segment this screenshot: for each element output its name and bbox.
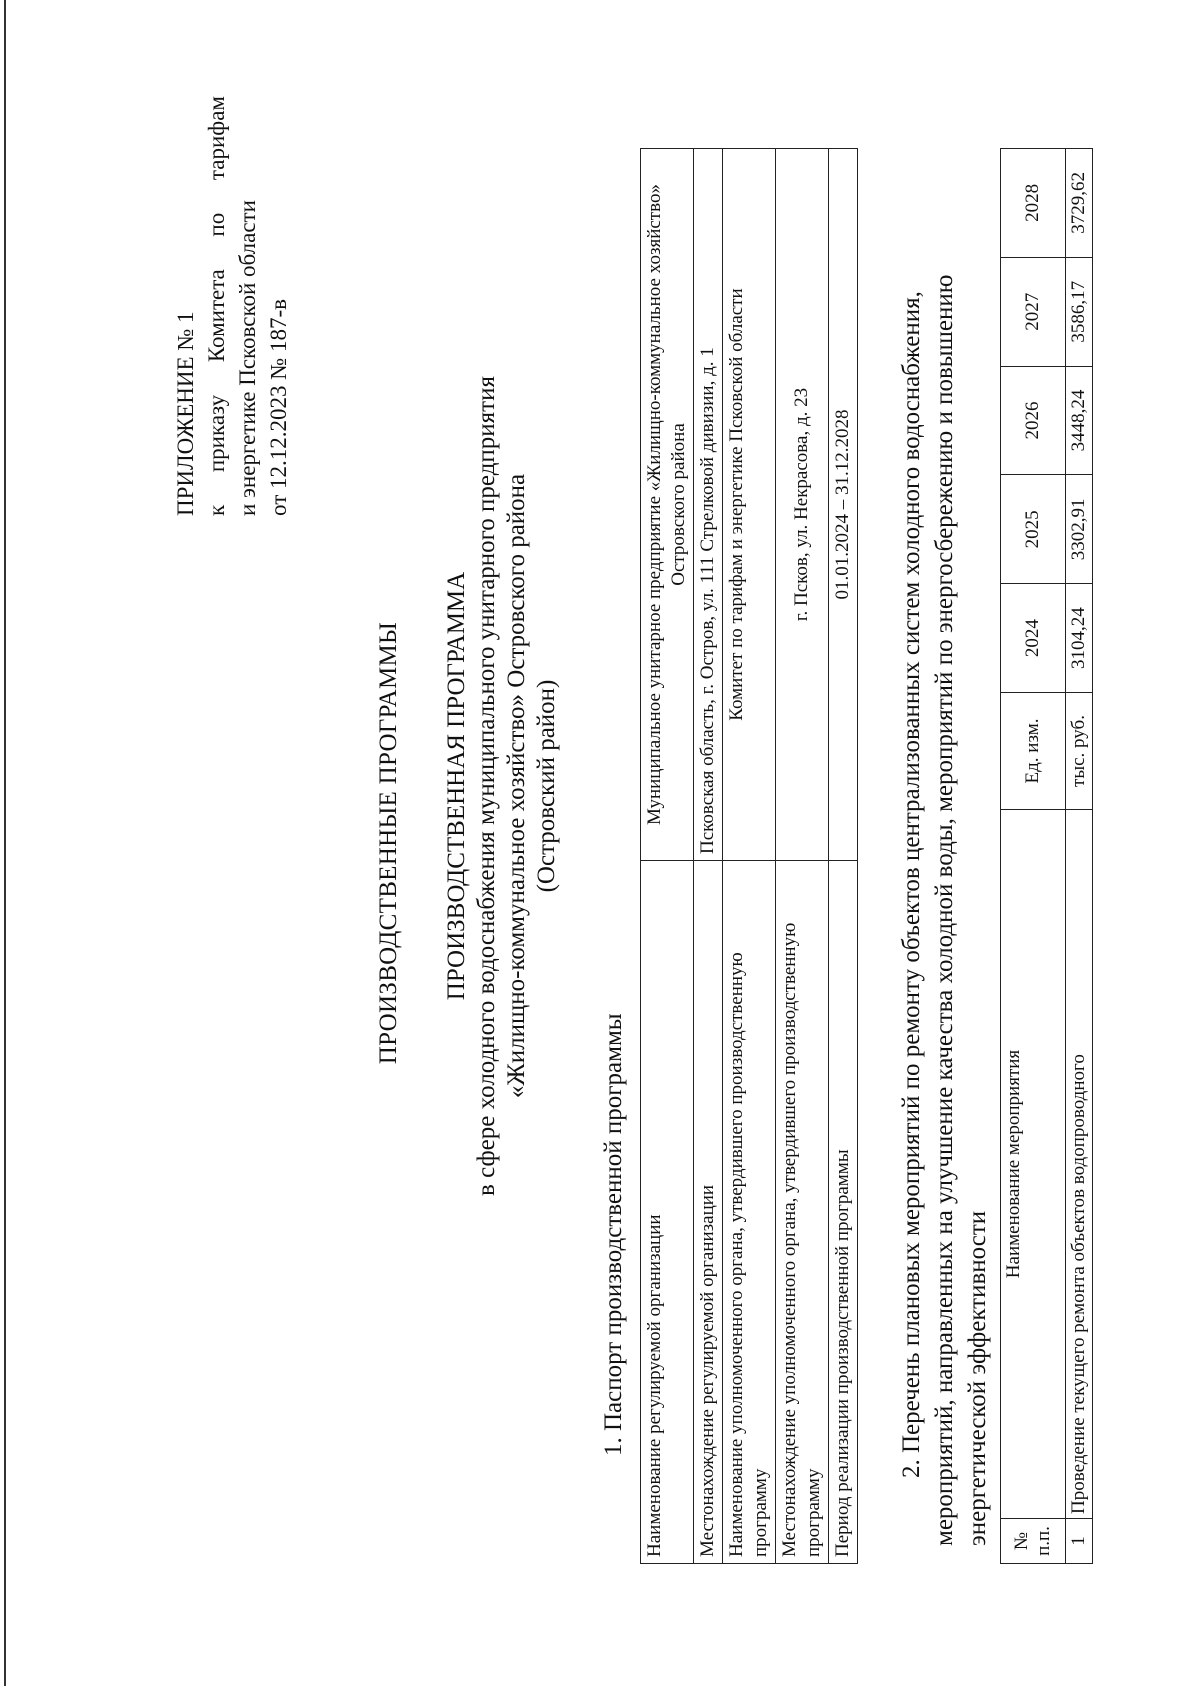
- table-header-row: [1001, 149, 1066, 1564]
- event-unit: тыс. руб.: [1066, 693, 1093, 810]
- program-title-block: [442, 136, 562, 1436]
- event-value: 3729,62: [1066, 149, 1093, 258]
- event-num: 1: [1066, 1519, 1093, 1564]
- event-value: 3104,24: [1066, 584, 1093, 693]
- column-header-year: 2027: [1001, 257, 1066, 366]
- program-subtitle-line: «Жилищно-коммунальное хозяйство» Островского района: [503, 473, 530, 1099]
- passport-label: Местонахождение уполномоченного органа, утвердившего производственную программу: [776, 861, 829, 1564]
- passport-value: Муниципальное унитарное предприятие «Жилищно-коммунальное хозяйство» Островского района: [641, 149, 694, 861]
- table-row: [776, 149, 829, 1564]
- section2-title-line: энергетической эффективности: [964, 1210, 991, 1546]
- appendix-word: тарифам: [204, 96, 229, 181]
- passport-value: Комитет по тарифам и энергетике Псковской области: [723, 149, 776, 861]
- section2-title-line: 2. Перечень плановых мероприятий по ремонту объектов централизованных систем холодного водоснабжения,: [898, 291, 925, 1478]
- passport-value: 01.01.2024 – 31.12.2028: [829, 149, 858, 861]
- column-header-unit: Ед. изм.: [1001, 693, 1066, 810]
- appendix-date-line: от 12.12.2023 № 187-в: [266, 299, 291, 516]
- passport-label: Местонахождение регулируемой организации: [694, 861, 723, 1564]
- table-row: [1066, 149, 1093, 1564]
- passport-value: Псковская область, г. Остров, ул. 111 Стрелковой дивизии, д. 1: [694, 149, 723, 861]
- column-header-name: Наименование мероприятия: [1001, 810, 1066, 1519]
- table-row: [641, 149, 694, 1564]
- section2-title-line: мероприятий, направленных на улучшение качества холодной воды, мероприятий по энергосбережению и повышению: [931, 274, 958, 1546]
- event-value: 3586,17: [1066, 257, 1093, 366]
- event-value: 3448,24: [1066, 366, 1093, 475]
- column-header-num: № п.п.: [1001, 1519, 1066, 1564]
- table-row: [723, 149, 776, 1564]
- program-subtitle-line: (Островский район): [533, 679, 560, 893]
- passport-table: [640, 148, 858, 1564]
- appendix-block: [170, 96, 294, 516]
- section2-title: [895, 106, 994, 1546]
- section1-title: 1. Паспорт производственной программы: [600, 1013, 627, 1456]
- passport-label: Период реализации производственной программы: [829, 861, 858, 1564]
- main-title: ПРОИЗВОДСТВЕННЫЕ ПРОГРАММЫ: [375, 621, 402, 1065]
- appendix-word: к: [204, 504, 229, 516]
- column-header-year: 2025: [1001, 475, 1066, 584]
- appendix-order-line: [201, 96, 232, 516]
- appendix-title: ПРИЛОЖЕНИЕ № 1: [173, 311, 198, 516]
- passport-label: Наименование уполномоченного органа, утвердившего производственную программу: [723, 861, 776, 1564]
- table-row: [694, 149, 723, 1564]
- appendix-committee-line: и энергетике Псковской области: [235, 200, 260, 516]
- events-table: [1000, 148, 1093, 1564]
- table-row: [829, 149, 858, 1564]
- event-value: 3302,91: [1066, 475, 1093, 584]
- passport-label: Наименование регулируемой организации: [641, 861, 694, 1564]
- appendix-word: приказу: [204, 394, 229, 473]
- passport-value: г. Псков, ул. Некрасова, д. 23: [776, 149, 829, 861]
- program-subtitle-line: в сфере холодного водоснабжения муниципального унитарного предприятия: [473, 376, 500, 1196]
- program-title: ПРОИЗВОДСТВЕННАЯ ПРОГРАММА: [443, 571, 470, 1001]
- column-header-year: 2028: [1001, 149, 1066, 258]
- appendix-word: по: [204, 212, 229, 237]
- column-header-year: 2024: [1001, 584, 1066, 693]
- column-header-year: 2026: [1001, 366, 1066, 475]
- appendix-word: Комитета: [204, 269, 229, 363]
- event-name: Проведение текущего ремонта объектов водопроводного: [1066, 810, 1093, 1519]
